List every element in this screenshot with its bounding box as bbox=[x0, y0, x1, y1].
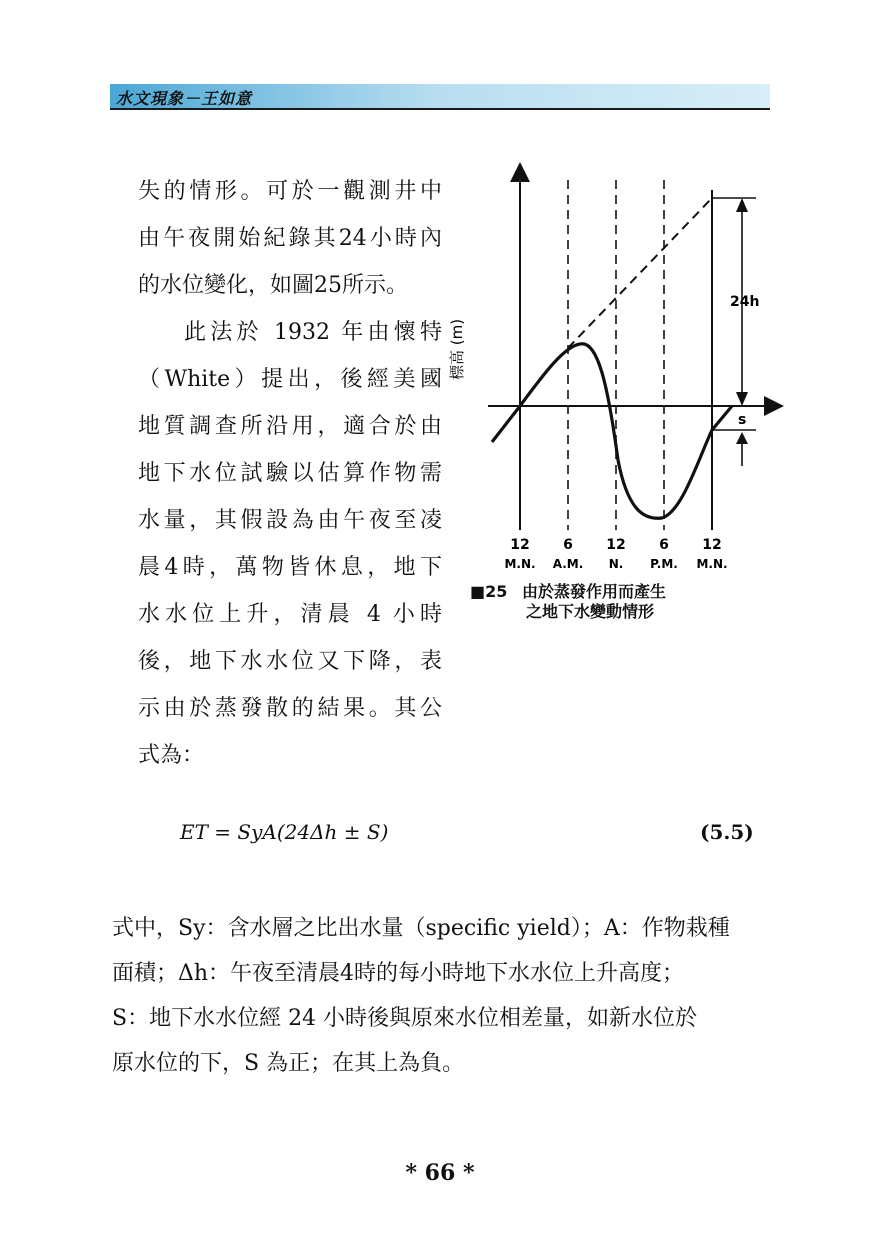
running-header bbox=[110, 84, 770, 110]
body-line: 由午夜開始紀錄其24小時內 bbox=[138, 226, 442, 251]
equation-formula: ET = SyA(24Δh ± S) bbox=[180, 820, 389, 844]
trend-dashed-line bbox=[568, 198, 712, 348]
definitions-paragraph bbox=[112, 906, 772, 1086]
label-s: s bbox=[738, 412, 747, 428]
y-axis-label: 標高 (m) bbox=[448, 318, 466, 380]
equation-number: (5.5) bbox=[700, 820, 754, 844]
label-24h: 24h bbox=[730, 294, 760, 310]
body-line: 後，地下水水位又下降，表 bbox=[138, 649, 442, 674]
body-line: 示由於蒸發散的結果。其公 bbox=[138, 696, 442, 721]
body-line: 地質調查所沿用，適合於由 bbox=[138, 414, 442, 439]
body-line: 水水位上升，清晨 4 小時 bbox=[138, 602, 442, 627]
body-line: 水量，其假設為由午夜至凌 bbox=[138, 508, 442, 533]
water-level-curve bbox=[492, 344, 732, 519]
body-line: 式為： bbox=[138, 743, 205, 768]
definition-line: 式中，Sy：含水層之比出水量（specific yield）；A：作物栽種 bbox=[112, 916, 730, 941]
caption-line: 之地下水變動情形 bbox=[526, 602, 655, 621]
tick-value: 12 bbox=[702, 537, 722, 553]
header-title: 水文現象－王如意 bbox=[116, 89, 253, 108]
body-line: 此法於 1932 年由懷特 bbox=[184, 320, 442, 345]
definition-line: S：地下水水位經 24 小時後與原來水位相差量，如新水位於 bbox=[112, 1006, 698, 1031]
body-line: 地下水位試驗以估算作物需 bbox=[138, 461, 442, 486]
page-number: * 66 * bbox=[405, 1160, 475, 1186]
tick-value: 6 bbox=[659, 537, 669, 553]
body-line: 的水位變化，如圖25所示。 bbox=[138, 273, 408, 298]
body-line: 晨4時，萬物皆休息，地下 bbox=[138, 555, 442, 580]
definition-line: 面積；Δh：午夜至清晨4時的每小時地下水水位上升高度； bbox=[112, 961, 685, 986]
tick-label: A.M. bbox=[552, 557, 584, 571]
figure-caption bbox=[470, 582, 750, 622]
tick-label: N. bbox=[608, 557, 624, 571]
body-line: 失的情形。可於一觀測井中 bbox=[138, 179, 442, 204]
tick-label: M.N. bbox=[696, 557, 728, 571]
tick-label: M.N. bbox=[504, 557, 536, 571]
water-level-diagram bbox=[448, 160, 780, 580]
tick-label: P.M. bbox=[650, 557, 678, 571]
tick-value: 12 bbox=[606, 537, 626, 553]
caption-line: 由於蒸發作用而產生 bbox=[522, 582, 667, 601]
body-line: （White）提出，後經美國 bbox=[138, 367, 442, 392]
tick-value: 6 bbox=[563, 537, 573, 553]
figure-number: ■25 bbox=[470, 582, 508, 601]
tick-value: 12 bbox=[510, 537, 530, 553]
body-paragraph bbox=[138, 168, 442, 779]
definition-line: 原水位的下，S 為正；在其上為負。 bbox=[112, 1051, 465, 1076]
